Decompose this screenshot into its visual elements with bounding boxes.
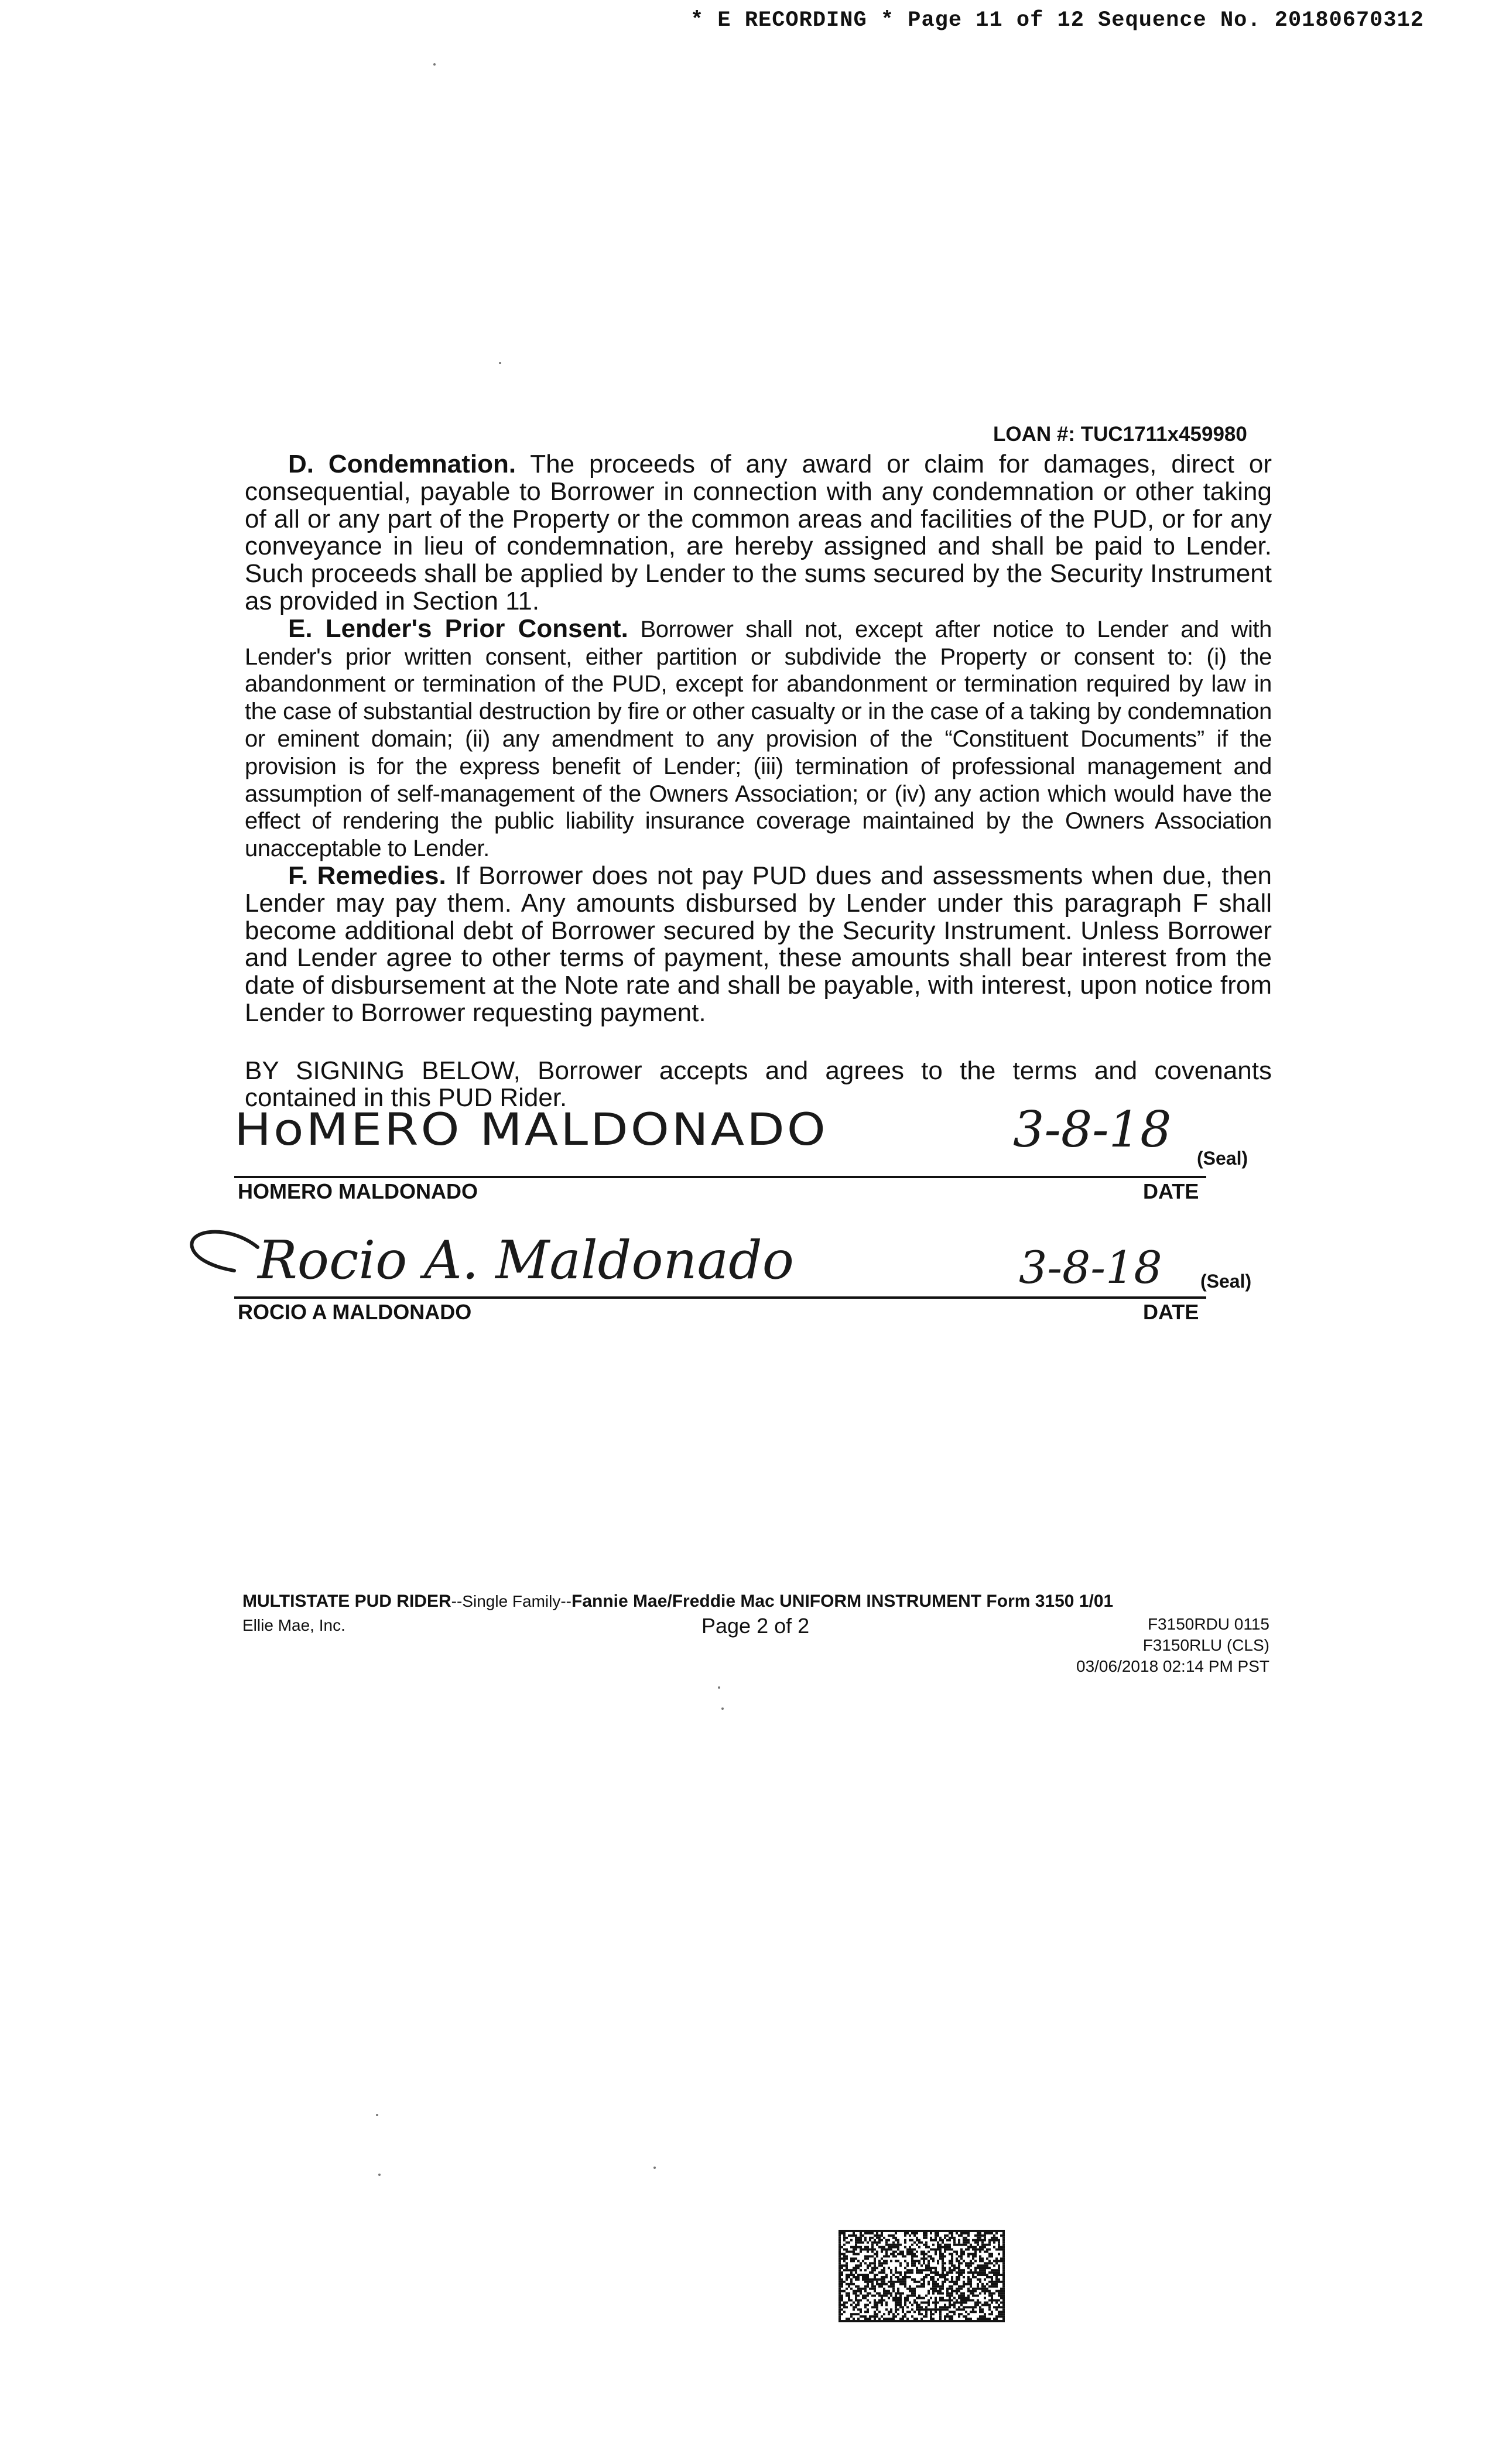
recording-header: * E RECORDING * Page 11 of 12 Sequence No. 20180670312 xyxy=(690,8,1424,33)
seal-label-homero: (Seal) xyxy=(1197,1148,1248,1169)
section-e-text: Borrower shall not, except after notice to Lender and with Lender's prior written consent, either partition or subdivide the Property or consent to: (i) the abandonment or termination of the PUD, except for abandonment or termination required by law in the case of substantial destruction by fire or other casualty or in the case of a taking by condemnation or eminent domain; (ii) any amendment to any provision of the “Constituent Documents” if the provision is for the express benefit of Lender; (iii) termination of professional management and assumption of self-management of the Owners Association; or (iv) any action which would have the effect of rendering the public liability insurance coverage maintained by the Owners Association unacceptable to Lender. xyxy=(245,616,1272,862)
section-f-heading: F. Remedies. xyxy=(288,861,446,890)
section-d-text: The proceeds of any award or claim for damages, direct or consequential, payable to Borrower in connection with any condemnation or other taking of all or any part of the Property or the common areas and facilities of the PUD, or for any conveyance in lieu of condemnation, are hereby assigned and shall be paid to Lender. Such proceeds shall be applied by Lender to the sums secured by the Security Instrument as provided in Section 11. xyxy=(245,450,1272,615)
handwritten-signature-rocio: Rocio A. Maldonado xyxy=(258,1230,794,1291)
scan-speck xyxy=(376,2114,378,2116)
form-subtitle: --Single Family-- xyxy=(451,1592,572,1610)
handwritten-date-rocio: 3-8-18 xyxy=(1019,1241,1162,1293)
signature-line-rocio xyxy=(234,1296,1206,1299)
print-timestamp: 03/06/2018 02:14 PM PST xyxy=(1076,1657,1269,1675)
2d-barcode-icon xyxy=(839,2230,1005,2325)
section-d-heading: D. Condemnation. xyxy=(288,450,516,478)
loan-number: LOAN #: TUC1711x459980 xyxy=(993,423,1247,446)
form-code-1: F3150RDU 0115 xyxy=(1147,1615,1269,1633)
form-code-2: F3150RLU (CLS) xyxy=(1142,1636,1269,1654)
scan-speck xyxy=(433,63,436,66)
company-name: Ellie Mae, Inc. xyxy=(242,1616,345,1634)
printed-name-homero: HOMERO MALDONADO xyxy=(238,1179,478,1203)
scan-speck xyxy=(721,1707,724,1710)
section-d xyxy=(245,451,1272,615)
date-label-homero: DATE xyxy=(1143,1179,1199,1203)
section-f xyxy=(245,863,1272,1027)
signing-statement: BY SIGNING BELOW, Borrower accepts and agrees to the terms and covenants contained in this PUD Rider. xyxy=(245,1056,1272,1112)
section-e-heading: E. Lender's Prior Consent. xyxy=(288,614,628,643)
form-name: MULTISTATE PUD RIDER xyxy=(242,1592,451,1611)
rider-body xyxy=(245,451,1272,1027)
section-e xyxy=(245,615,1272,863)
handwritten-date-homero: 3-8-18 xyxy=(1013,1101,1172,1158)
scan-speck xyxy=(499,362,501,364)
printed-name-rocio: ROCIO A MALDONADO xyxy=(238,1300,472,1324)
page-number: Page 2 of 2 xyxy=(701,1614,810,1638)
handwritten-signature-homero: HoMERO MALDONADO xyxy=(234,1103,828,1156)
form-instrument: Fannie Mae/Freddie Mac UNIFORM INSTRUMENT Form 3150 1/01 xyxy=(571,1592,1114,1611)
section-f-text: If Borrower does not pay PUD dues and assessments when due, then Lender may pay them. Any amounts disbursed by Lender under this paragraph F shall become additional debt of Borrower secured by the Security Instrument. Unless Borrower and Lender agree to other terms of payment, these amounts shall bear interest from the date of disbursement at the Note rate and shall be payable, with interest, upon notice from Lender to Borrower requesting payment. xyxy=(245,861,1272,1027)
scan-speck xyxy=(378,2174,381,2176)
form-footer-title xyxy=(242,1592,1113,1611)
scan-speck xyxy=(718,1686,720,1689)
signature-line-homero xyxy=(234,1176,1206,1178)
date-label-rocio: DATE xyxy=(1143,1300,1199,1324)
scan-speck xyxy=(653,2167,656,2169)
seal-label-rocio: (Seal) xyxy=(1200,1271,1252,1292)
